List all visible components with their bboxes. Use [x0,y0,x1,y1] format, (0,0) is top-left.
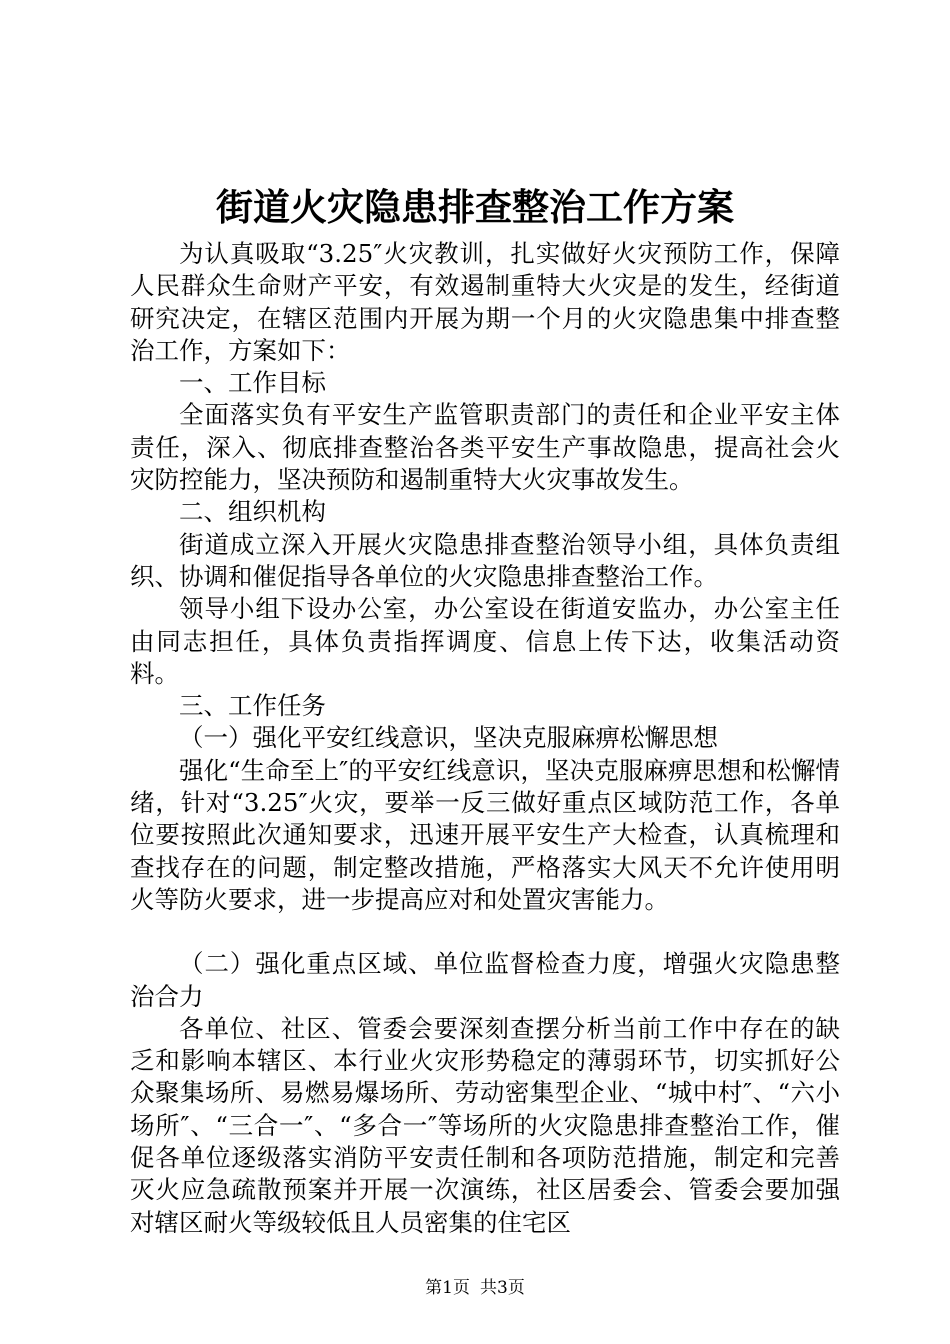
subheading-task-one: （一）强化平安红线意识，坚决克服麻痹松懈思想 [179,723,718,753]
paragraph-task-one: 强化“生命至上″的平安红线意识，坚决克服麻痹思想和松懈情绪，针对“3.25″火灾，要举一反三做好重点区域防范工作，各单位要按照此次通知要求，迅速开展平安生产大检查，认真梳理和查找存在的问题，制定整改措施，严格落实大风天不允许使用明火等防火要求，进一步提高应对和处置灾害能力。 [130,755,840,914]
paragraph-leading-group: 街道成立深入开展火灾隐患排查整治领导小组，具体负责组织、协调和催促指导各单位的火灾隐患排查整治工作。 [130,529,840,591]
subheading-task-two: （二）强化重点区域、单位监督检查力度，增强火灾隐患整治合力 [130,949,840,1011]
document-title: 街道火灾隐患排查整治工作方案 [216,185,734,229]
heading-organization: 二、组织机构 [179,497,326,527]
paragraph-intro: 为认真吸取“3.25″火灾教训，扎实做好火灾预防工作，保障人民群众生命财产平安，有效遏制重特大火灾是的发生，经街道研究决定，在辖区范围内开展为期一个月的火灾隐患集中排查整治工作，方案如下： [130,239,840,365]
page-total: 共3页 [480,1278,525,1298]
paragraph-work-goal: 全面落实负有平安生产监管职责部门的责任和企业平安主体责任，深入、彻底排查整治各类平安生产事故隐患，提高社会火灾防控能力，坚决预防和遏制重特大火灾事故发生。 [130,400,840,495]
document-body [130,238,840,1239]
paragraph-task-two: 各单位、社区、管委会要深刻查摆分析当前工作中存在的缺乏和影响本辖区、本行业火灾形势稳定的薄弱环节，切实抓好公众聚集场所、易燃易爆场所、劳动密集型企业、“城中村″、“六小场所″、“三合一″、“多合一″等场所的火灾隐患排查整治工作，催促各单位逐级落实消防平安责任制和各项防范措施，制定和完善灭火应急疏散预案并开展一次演练，社区居委会、管委会要加强对辖区耐火等级较低且人员密集的住宅区 [130,1013,840,1237]
heading-work-goal: 一、工作目标 [179,368,326,398]
paragraph-office: 领导小组下设办公室，办公室设在街道安监办，办公室主任由同志担任，具体负责指挥调度、信息上传下达，收集活动资料。 [130,594,840,688]
page-footer [0,1277,950,1299]
heading-work-tasks: 三、工作任务 [179,691,326,721]
page-number: 第1页 [425,1278,470,1298]
